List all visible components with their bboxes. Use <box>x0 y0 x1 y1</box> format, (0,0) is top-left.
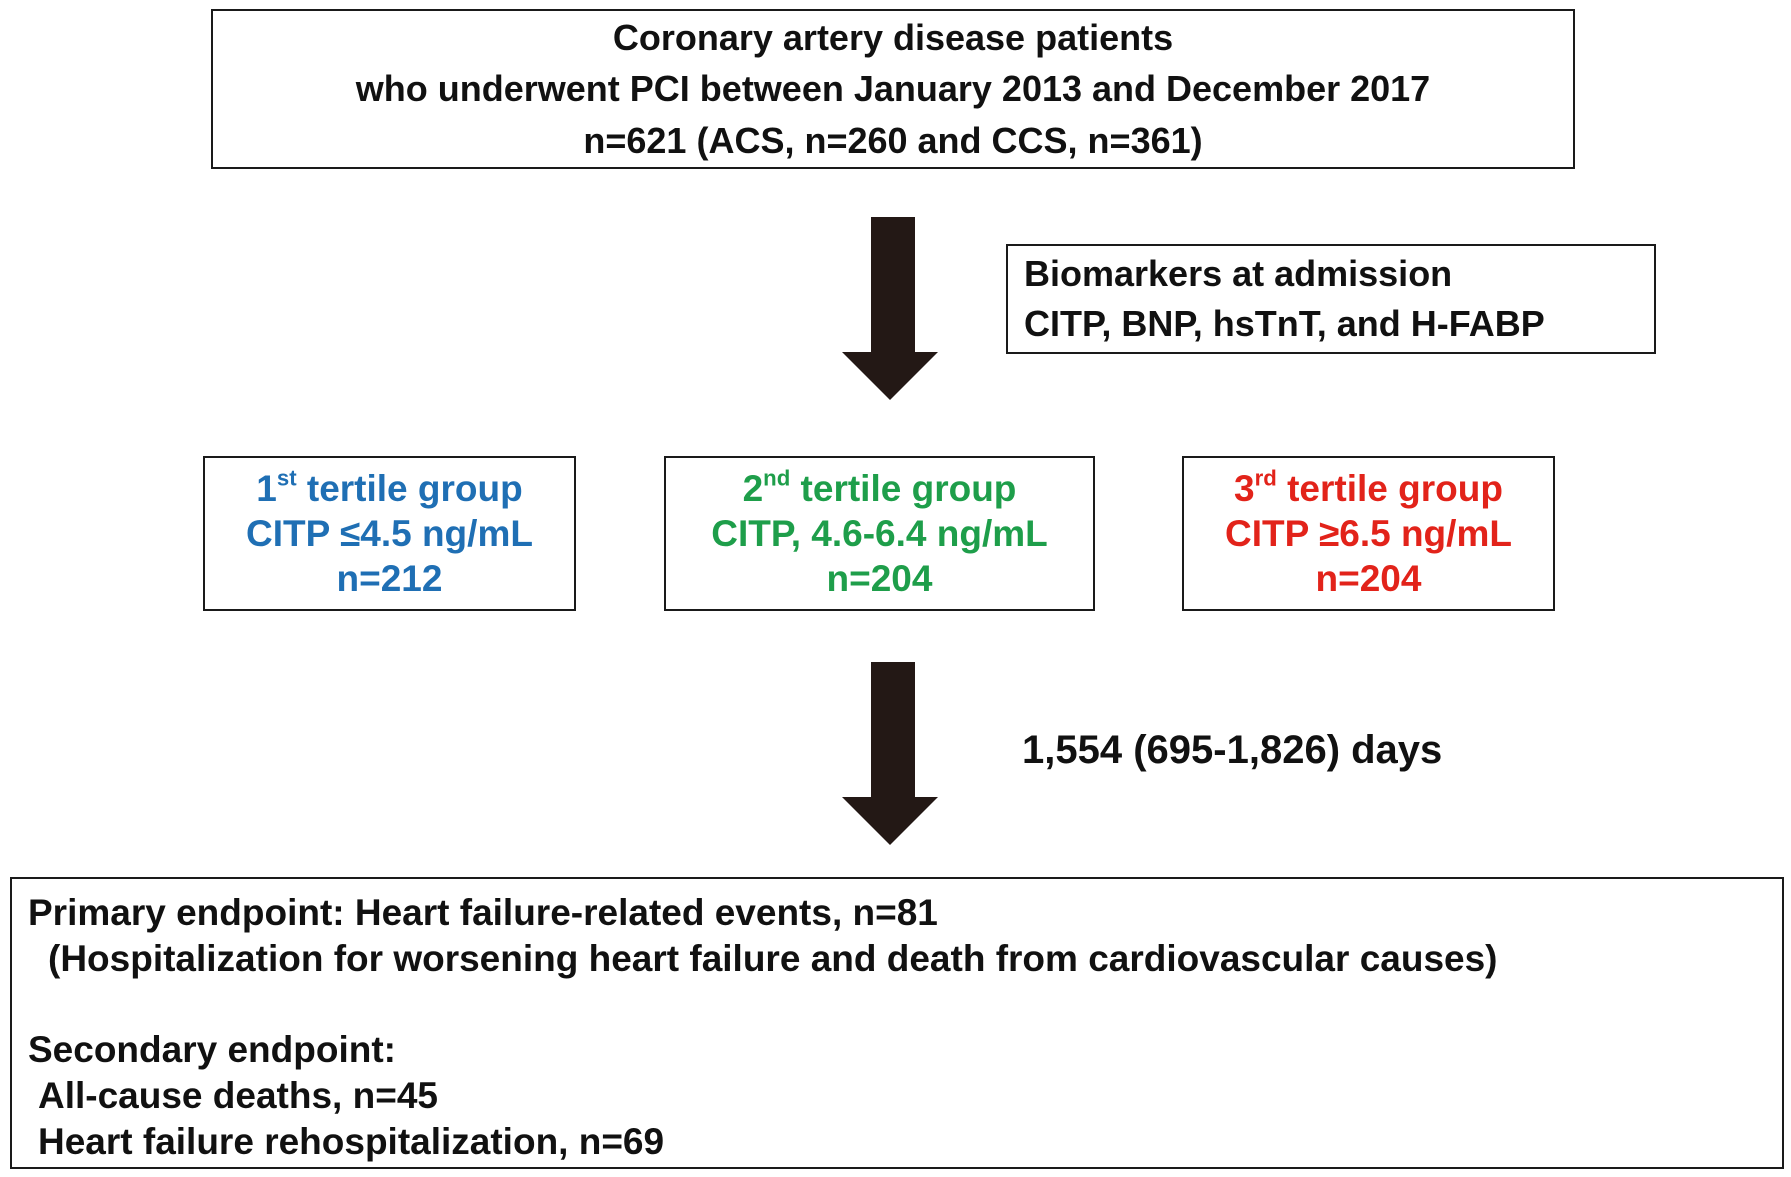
primary-endpoint: Primary endpoint: Heart failure-related events, n=81 <box>28 892 938 933</box>
cohort-box <box>211 9 1575 169</box>
primary-endpoint-detail: (Hospitalization for worsening heart failure and death from cardiovascular causes) <box>48 937 1498 979</box>
cohort-period: who underwent PCI between January 2013 and December 2017 <box>355 68 1431 110</box>
biomarkers-list: CITP, BNP, hsTnT, and H-FABP <box>1024 303 1545 344</box>
biomarkers-title: Biomarkers at admission <box>1024 253 1453 295</box>
biomarkers-box <box>1006 244 1656 354</box>
tertile-2-count: n=204 <box>826 558 933 600</box>
spacer <box>28 982 1782 1027</box>
tertile-3-count: n=204 <box>1315 558 1422 600</box>
tertile-1-title: 1st tertile group <box>256 465 523 509</box>
tertile-2-box <box>664 456 1095 611</box>
cohort-count: n=621 (ACS, n=260 and CCS, n=361) <box>583 119 1203 161</box>
secondary-item-rehospitalization: Heart failure rehospitalization, n=69 <box>38 1120 665 1162</box>
followup-duration: 1,554 (695-1,826) days <box>1022 728 1443 772</box>
tertile-1-box <box>203 456 576 611</box>
tertile-2-title: 2nd tertile group <box>742 465 1017 509</box>
endpoints-box <box>10 877 1784 1169</box>
tertile-2-range: CITP, 4.6-6.4 ng/mL <box>711 512 1048 554</box>
tertile-1-count: n=212 <box>336 558 443 600</box>
down-arrow-icon <box>842 662 938 845</box>
tertile-3-box <box>1182 456 1555 611</box>
tertile-3-range: CITP ≥6.5 ng/mL <box>1225 512 1512 554</box>
tertile-1-range: CITP ≤4.5 ng/mL <box>246 512 533 554</box>
cohort-title: Coronary artery disease patients <box>612 17 1174 59</box>
secondary-item-deaths: All-cause deaths, n=45 <box>38 1074 438 1116</box>
secondary-endpoint: Secondary endpoint: <box>28 1028 396 1070</box>
down-arrow-icon <box>842 217 938 400</box>
tertile-3-title: 3rd tertile group <box>1234 465 1503 509</box>
